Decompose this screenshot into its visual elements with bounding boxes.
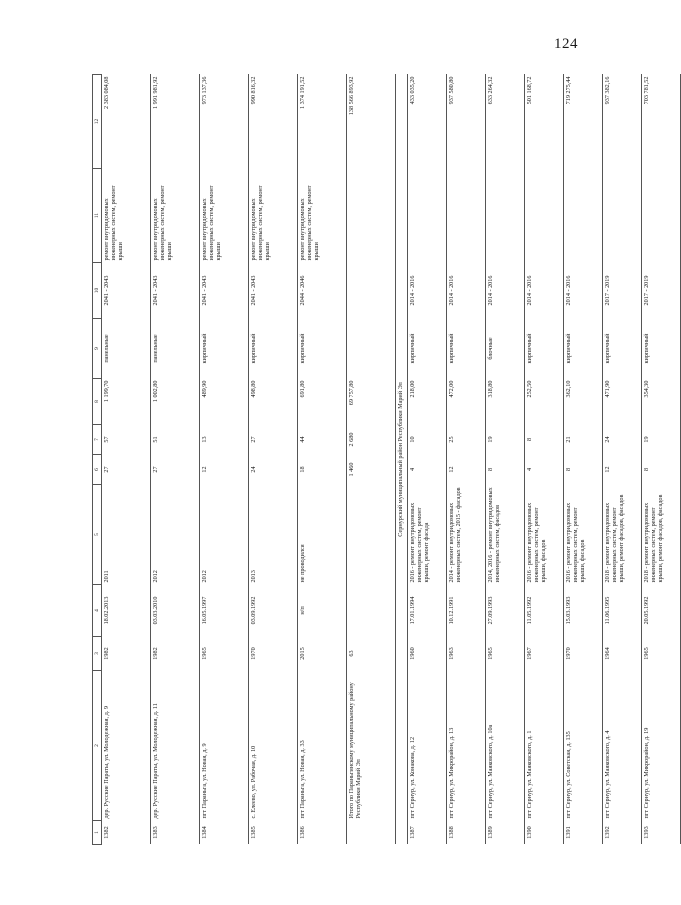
row-number: 1386 — [298, 821, 347, 845]
area-cell: 362,10 — [563, 379, 602, 425]
date-cell: 27.09.1993 — [485, 585, 524, 637]
date-cell: 11.06.1995 — [602, 585, 641, 637]
table-row — [102, 75, 151, 845]
count-cell: 4 — [524, 455, 563, 485]
count-cell: 8 — [641, 455, 680, 485]
table-body — [102, 75, 681, 845]
area-cell: 472,00 — [446, 379, 485, 425]
wall-material-cell: кирпичный — [298, 319, 347, 379]
wall-material-cell: кирпичный — [446, 319, 485, 379]
year-built-cell: 1964 — [602, 637, 641, 671]
count-cell: 24 — [602, 425, 641, 455]
year-built-cell: 1982 — [102, 637, 151, 671]
cost-cell: 719 275,44 — [563, 75, 602, 169]
area-cell: 1 002,80 — [151, 379, 200, 425]
empty-cell — [347, 169, 396, 263]
cost-cell: 633 264,32 — [485, 75, 524, 169]
date-cell: 18.02.2013 — [102, 585, 151, 637]
area-cell: 354,30 — [641, 379, 680, 425]
count-cell: 12 — [602, 455, 641, 485]
date-cell: 11.05.1992 — [524, 585, 563, 637]
column-number-header: 6 — [93, 455, 102, 485]
date-cell: 16.05.1997 — [200, 585, 249, 637]
repair-year-cell: не проводился — [298, 485, 347, 585]
period-cell: 2041 - 2043 — [200, 263, 249, 319]
row-number: 1388 — [446, 821, 485, 845]
column-number-header: 4 — [93, 585, 102, 637]
table-row — [485, 75, 524, 845]
row-number: 1385 — [249, 821, 298, 845]
repair-year-cell: 2013 — [249, 485, 298, 585]
year-built-cell: 1965 — [641, 637, 680, 671]
address-cell: с. Елеево, ул. Рабочая, д. 10 — [249, 671, 298, 821]
column-number-header: 10 — [93, 263, 102, 319]
wall-material-cell: кирпичный — [407, 319, 446, 379]
count-cell: 25 — [446, 425, 485, 455]
period-cell: 2017 - 2019 — [602, 263, 641, 319]
area-cell: 1 199,70 — [102, 379, 151, 425]
area-cell: 318,80 — [485, 379, 524, 425]
address-cell: пгт Сернур, ул. Микрорайон, д. 13 — [446, 671, 485, 821]
total-cost-cell: 138 566 893,92 — [347, 75, 396, 169]
count-cell: 12 — [446, 455, 485, 485]
repair-year-cell: 2016 - ремонт внутридомовых инженерных систем, ремонт крыши, фасадов — [563, 485, 602, 585]
date-cell: 03.03.2010 — [151, 585, 200, 637]
period-cell: 2041 - 2043 — [249, 263, 298, 319]
cost-cell: 1 374 191,52 — [298, 75, 347, 169]
works-cell — [407, 169, 446, 263]
area-cell: 498,80 — [249, 379, 298, 425]
area-cell: 489,90 — [200, 379, 249, 425]
works-cell: ремонт внутридомовых инженерных систем, ремонт крыши — [298, 169, 347, 263]
cost-cell: 433 035,20 — [407, 75, 446, 169]
works-cell: ремонт внутридомовых инженерных систем, ремонт крыши — [102, 169, 151, 263]
address-cell: пгт Параньга, ул. Новая, д. 9 — [200, 671, 249, 821]
repair-year-cell: 2012 — [151, 485, 200, 585]
column-number-header: 11 — [93, 169, 102, 263]
count-cell: 18 — [298, 455, 347, 485]
table-row — [407, 75, 446, 845]
date-cell: н/п — [298, 585, 347, 637]
count-cell: 44 — [298, 425, 347, 455]
count-cell: 27 — [102, 455, 151, 485]
area-cell: 471,90 — [602, 379, 641, 425]
count-cell: 27 — [249, 425, 298, 455]
address-cell: пгт Сернур, ул. Микрорайон, д. 19 — [641, 671, 680, 821]
page-number: 124 — [554, 36, 578, 52]
repair-year-cell: 2016 - ремонт внутридомовых инженерных систем, ремонт крыши, ремонт фасада — [407, 485, 446, 585]
year-built-cell: 2015 — [298, 637, 347, 671]
table-row — [249, 75, 298, 845]
period-cell: 2017 - 2019 — [641, 263, 680, 319]
cost-cell: 2 383 084,08 — [102, 75, 151, 169]
row-number: 1390 — [524, 821, 563, 845]
column-number-header: 7 — [93, 425, 102, 455]
count-cell: 24 — [249, 455, 298, 485]
year-built-cell: 1960 — [407, 637, 446, 671]
wall-material-cell: кирпичный — [641, 319, 680, 379]
total-c6-cell: 1 460 — [347, 455, 396, 485]
empty-cell — [347, 485, 396, 585]
repair-year-cell: 2011 — [102, 485, 151, 585]
address-cell: пгт Сернур, ул. Маяковского, д. 4 — [602, 671, 641, 821]
region-heading-row — [396, 75, 408, 845]
table-row — [563, 75, 602, 845]
works-cell — [641, 169, 680, 263]
table-row — [298, 75, 347, 845]
count-cell: 12 — [200, 455, 249, 485]
year-built-cell: 1965 — [485, 637, 524, 671]
count-cell: 21 — [563, 425, 602, 455]
table-row — [200, 75, 249, 845]
table-row — [446, 75, 485, 845]
date-cell: 17.01.1994 — [407, 585, 446, 637]
column-number-header: 12 — [93, 75, 102, 169]
repair-year-cell: 2012 — [200, 485, 249, 585]
area-cell: 218,00 — [407, 379, 446, 425]
period-cell: 2041 - 2043 — [151, 263, 200, 319]
table-row — [602, 75, 641, 845]
area-cell: 252,50 — [524, 379, 563, 425]
count-cell: 13 — [200, 425, 249, 455]
row-number: 1391 — [563, 821, 602, 845]
count-cell: 57 — [102, 425, 151, 455]
works-cell — [524, 169, 563, 263]
cost-cell: 703 781,52 — [641, 75, 680, 169]
cost-cell: 990 816,32 — [249, 75, 298, 169]
column-number-header: 9 — [93, 319, 102, 379]
wall-material-cell: кирпичный — [524, 319, 563, 379]
cost-cell: 501 168,72 — [524, 75, 563, 169]
year-built-cell: 1965 — [200, 637, 249, 671]
date-cell: 15.03.1993 — [563, 585, 602, 637]
column-number-header: 5 — [93, 485, 102, 585]
wall-material-cell: кирпичный — [602, 319, 641, 379]
year-built-cell: 1970 — [563, 637, 602, 671]
wall-material-cell: кирпичный — [563, 319, 602, 379]
total-c7-cell: 2 680 — [347, 425, 396, 455]
cost-cell: 1 991 981,92 — [151, 75, 200, 169]
total-label-cell: Итого по Параньгинскому муниципальному району Республики Марий Эл — [347, 671, 396, 821]
row-number: 1389 — [485, 821, 524, 845]
column-number-header: 3 — [93, 637, 102, 671]
row-number: 1392 — [602, 821, 641, 845]
date-cell: 10.12.1991 — [446, 585, 485, 637]
address-cell: пгт Сернур, ул. Конакова, д. 12 — [407, 671, 446, 821]
row-number: 1383 — [151, 821, 200, 845]
empty-cell — [347, 319, 396, 379]
year-built-cell: 1967 — [524, 637, 563, 671]
wall-material-cell: блочные — [485, 319, 524, 379]
works-cell: ремонт внутридомовых инженерных систем, ремонт крыши — [249, 169, 298, 263]
wall-material-cell: кирпичный — [200, 319, 249, 379]
works-cell: ремонт внутридомовых инженерных систем, ремонт крыши — [200, 169, 249, 263]
rotated-table-container — [92, 75, 664, 845]
total-area-cell: 69 757,80 — [347, 379, 396, 425]
date-cell: 03.09.1992 — [249, 585, 298, 637]
address-cell: дер. Русские Параты, ул. Молодежная, д. 11 — [151, 671, 200, 821]
row-number: 1384 — [200, 821, 249, 845]
count-cell: 27 — [151, 455, 200, 485]
period-cell: 2014 - 2016 — [407, 263, 446, 319]
works-cell — [563, 169, 602, 263]
count-cell: 8 — [563, 455, 602, 485]
total-row — [347, 75, 396, 845]
period-cell: 2014 - 2016 — [446, 263, 485, 319]
row-number: 1393 — [641, 821, 680, 845]
count-cell: 51 — [151, 425, 200, 455]
count-cell: 19 — [641, 425, 680, 455]
cost-cell: 937 382,16 — [602, 75, 641, 169]
count-cell: 8 — [524, 425, 563, 455]
address-cell: пгт Сернур, ул. Маяковского, д. 10а — [485, 671, 524, 821]
region-heading: Сернурский муниципальный район Республики Марий Эл — [396, 75, 408, 845]
column-number-header: 8 — [93, 379, 102, 425]
column-number-header: 2 — [93, 671, 102, 821]
wall-material-cell: панельные — [151, 319, 200, 379]
count-cell: 8 — [485, 455, 524, 485]
year-built-cell: 1963 — [446, 637, 485, 671]
repair-year-cell: 2018 - ремонт внутридомовых инженерных систем, ремонт крыши, ремонт фасадов, фасадов — [602, 485, 641, 585]
row-number: 1382 — [102, 821, 151, 845]
empty-cell — [347, 821, 396, 845]
row-number: 1387 — [407, 821, 446, 845]
works-cell — [485, 169, 524, 263]
works-cell: ремонт внутридомовых инженерных систем, ремонт крыши — [151, 169, 200, 263]
count-cell: 10 — [407, 425, 446, 455]
year-built-cell: 1970 — [249, 637, 298, 671]
table-row — [641, 75, 680, 845]
column-number-header: 1 — [93, 821, 102, 845]
period-cell: 2041 - 2043 — [102, 263, 151, 319]
address-cell: пгт Сернур, ул. Маяковского, д. 1 — [524, 671, 563, 821]
empty-cell — [347, 263, 396, 319]
empty-cell — [347, 585, 396, 637]
period-cell: 2014 - 2016 — [524, 263, 563, 319]
wall-material-cell: кирпичный — [249, 319, 298, 379]
address-cell: дер. Русские Параты, ул. Молодежная, д. 9 — [102, 671, 151, 821]
housing-repair-table — [92, 74, 681, 845]
count-cell: 19 — [485, 425, 524, 455]
table-header — [93, 75, 102, 845]
period-cell: 2014 - 2016 — [563, 263, 602, 319]
table-row — [524, 75, 563, 845]
works-cell — [602, 169, 641, 263]
period-cell: 2014 - 2016 — [485, 263, 524, 319]
repair-year-cell: 2018 - ремонт внутридомовых инженерных систем, ремонт крыши, ремонт фасадов, фасадов — [641, 485, 680, 585]
works-cell — [446, 169, 485, 263]
total-c3-cell: 63 — [347, 637, 396, 671]
table-row — [151, 75, 200, 845]
repair-year-cell: 2014 - ремонт внутридомовых инженерных систем, 2015 - фасадов — [446, 485, 485, 585]
area-cell: 691,80 — [298, 379, 347, 425]
count-cell: 4 — [407, 455, 446, 485]
period-cell: 2044 - 2046 — [298, 263, 347, 319]
date-cell: 20.05.1992 — [641, 585, 680, 637]
address-cell: пгт Параньга, ул. Новая, д. 33 — [298, 671, 347, 821]
address-cell: пгт Сернур, ул. Советская, д. 135 — [563, 671, 602, 821]
repair-year-cell: 2014, 2016 - ремонт внутридомовых инженерных систем, фасадов — [485, 485, 524, 585]
year-built-cell: 1982 — [151, 637, 200, 671]
repair-year-cell: 2016 - ремонт внутридомовых инженерных систем, ремонт крыши, фасадов — [524, 485, 563, 585]
wall-material-cell: панельные — [102, 319, 151, 379]
cost-cell: 973 137,36 — [200, 75, 249, 169]
cost-cell: 937 580,80 — [446, 75, 485, 169]
